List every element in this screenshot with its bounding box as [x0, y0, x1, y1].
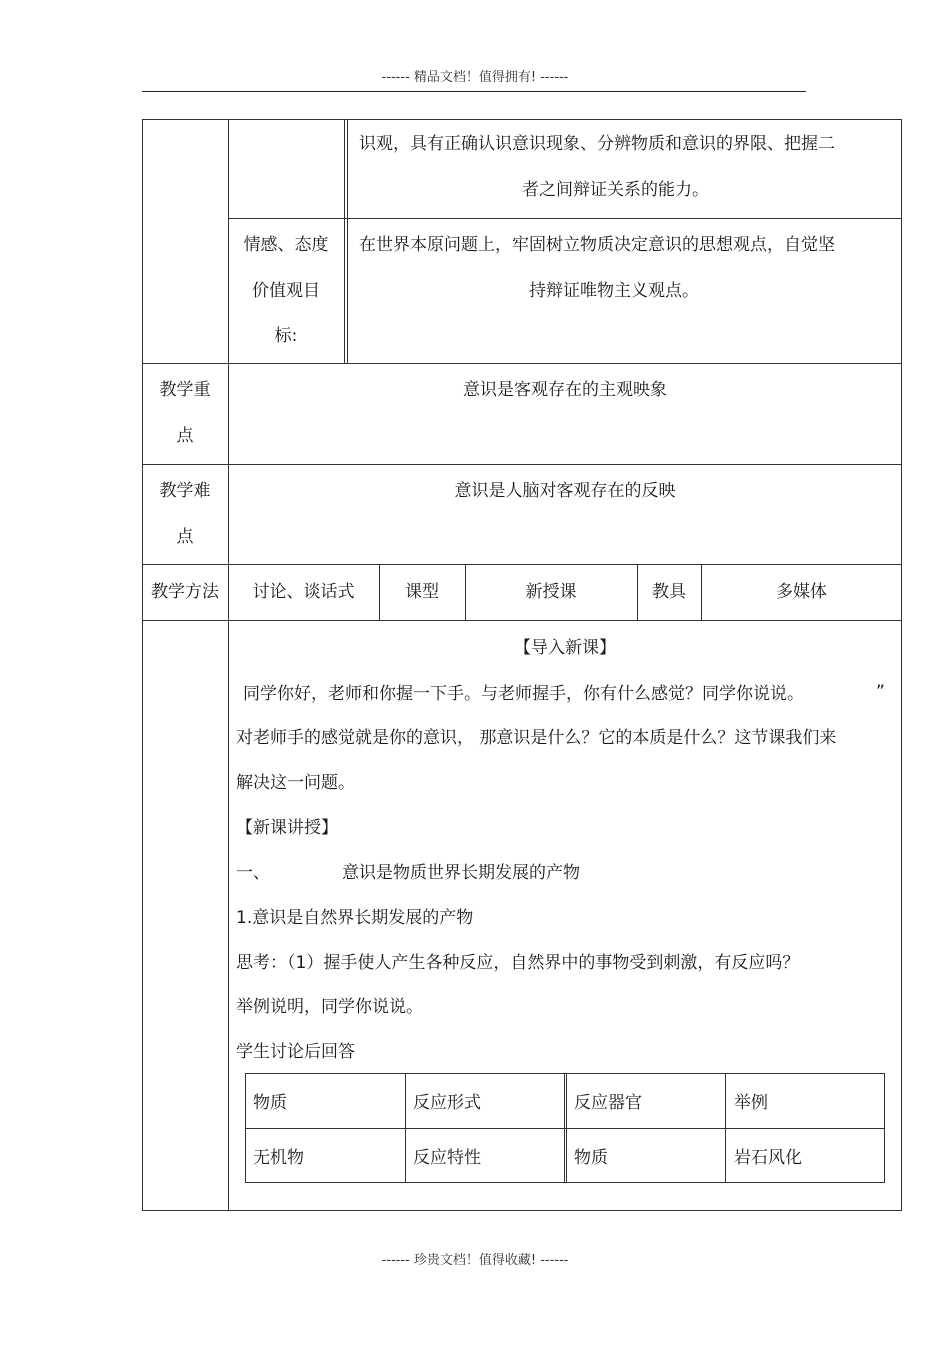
reaction-table-cell: 无机物 [253, 1148, 304, 1168]
difficulty-content: 意识是人脑对客观存在的反映 [454, 481, 676, 501]
section-title: 意识是物质世界长期发展的产物 [342, 863, 580, 883]
row-divider [142, 363, 902, 364]
section-number: 一、 [236, 863, 270, 883]
emotion-objective-line: 在世界本原问题上，牢固树立物质决定意识的思想观点，自觉坚 [359, 235, 835, 255]
emotion-objective-label: 标: [274, 326, 298, 346]
intro-paragraph-line: 同学你好，老师和你握一下手。与老师握手，你有什么感觉？同学你说说。 [243, 684, 804, 704]
col-divider [347, 119, 348, 364]
method-label: 教学方法 [151, 582, 219, 602]
reaction-table-header-cell: 反应形式 [413, 1093, 481, 1113]
page-header: ------ 精品文档！值得拥有! ------ [381, 70, 569, 85]
row-divider [142, 620, 902, 621]
reaction-table-cell: 物质 [574, 1148, 608, 1168]
intro-quote-mark: ” [876, 682, 885, 702]
page-footer: ------ 珍贵文档！值得收藏! ------ [381, 1253, 569, 1268]
difficulty-label: 教学难 [159, 481, 211, 501]
reaction-table-header-cell: 举例 [734, 1093, 768, 1113]
knowledge-objective-line: 识观，具有正确认识意识现象、分辨物质和意识的界限、把握二 [359, 134, 835, 154]
row-divider [142, 464, 902, 465]
reaction-table-header-cell: 反应器官 [574, 1093, 642, 1113]
reaction-table-header-cell: 物质 [253, 1093, 287, 1113]
example-prompt: 举例说明，同学你说说。 [236, 997, 423, 1017]
emotion-objective-label: 情感、态度 [243, 235, 329, 255]
lesson-type-value: 新授课 [525, 582, 577, 602]
intro-paragraph-line: 解决这一问题。 [236, 773, 355, 793]
teaching-tool-label: 教具 [652, 582, 686, 602]
reaction-table-col-divider [725, 1073, 726, 1183]
header-rule [142, 91, 806, 92]
key-point-content: 意识是客观存在的主观映象 [463, 380, 667, 400]
emotion-objective-line: 持辩证唯物主义观点。 [529, 281, 699, 301]
discussion-note: 学生讨论后回答 [236, 1042, 355, 1062]
lesson-type-label: 课型 [405, 582, 439, 602]
reaction-table-col-divider [564, 1073, 565, 1183]
difficulty-label: 点 [176, 527, 194, 547]
key-point-label: 教学重 [159, 380, 211, 400]
method-value: 讨论、谈话式 [252, 582, 355, 602]
knowledge-objective-line: 者之间辩证关系的能力。 [522, 180, 709, 200]
reaction-table-col-divider [405, 1073, 406, 1183]
reaction-table-cell: 岩石风化 [734, 1148, 802, 1168]
intro-heading: 【导入新课】 [514, 638, 616, 658]
key-point-label: 点 [176, 426, 194, 446]
emotion-objective-label: 价值观目 [252, 281, 320, 301]
reaction-table-cell: 反应特性 [413, 1148, 481, 1168]
new-lesson-heading: 【新课讲授】 [236, 818, 338, 838]
teaching-tool-value: 多媒体 [776, 582, 827, 602]
intro-paragraph-line: 对老师手的感觉就是你的意识， 那意识是什么？它的本质是什么？这节课我们来 [236, 728, 837, 748]
row-divider [142, 564, 902, 565]
row-divider [228, 218, 902, 219]
col-divider [344, 119, 345, 364]
reaction-table-col-divider [566, 1073, 567, 1183]
think-question: 思考：（1）握手使人产生各种反应，自然界中的事物受到刺激，有反应吗？ [236, 953, 800, 973]
subsection-title: 1.意识是自然界长期发展的产物 [236, 908, 474, 928]
